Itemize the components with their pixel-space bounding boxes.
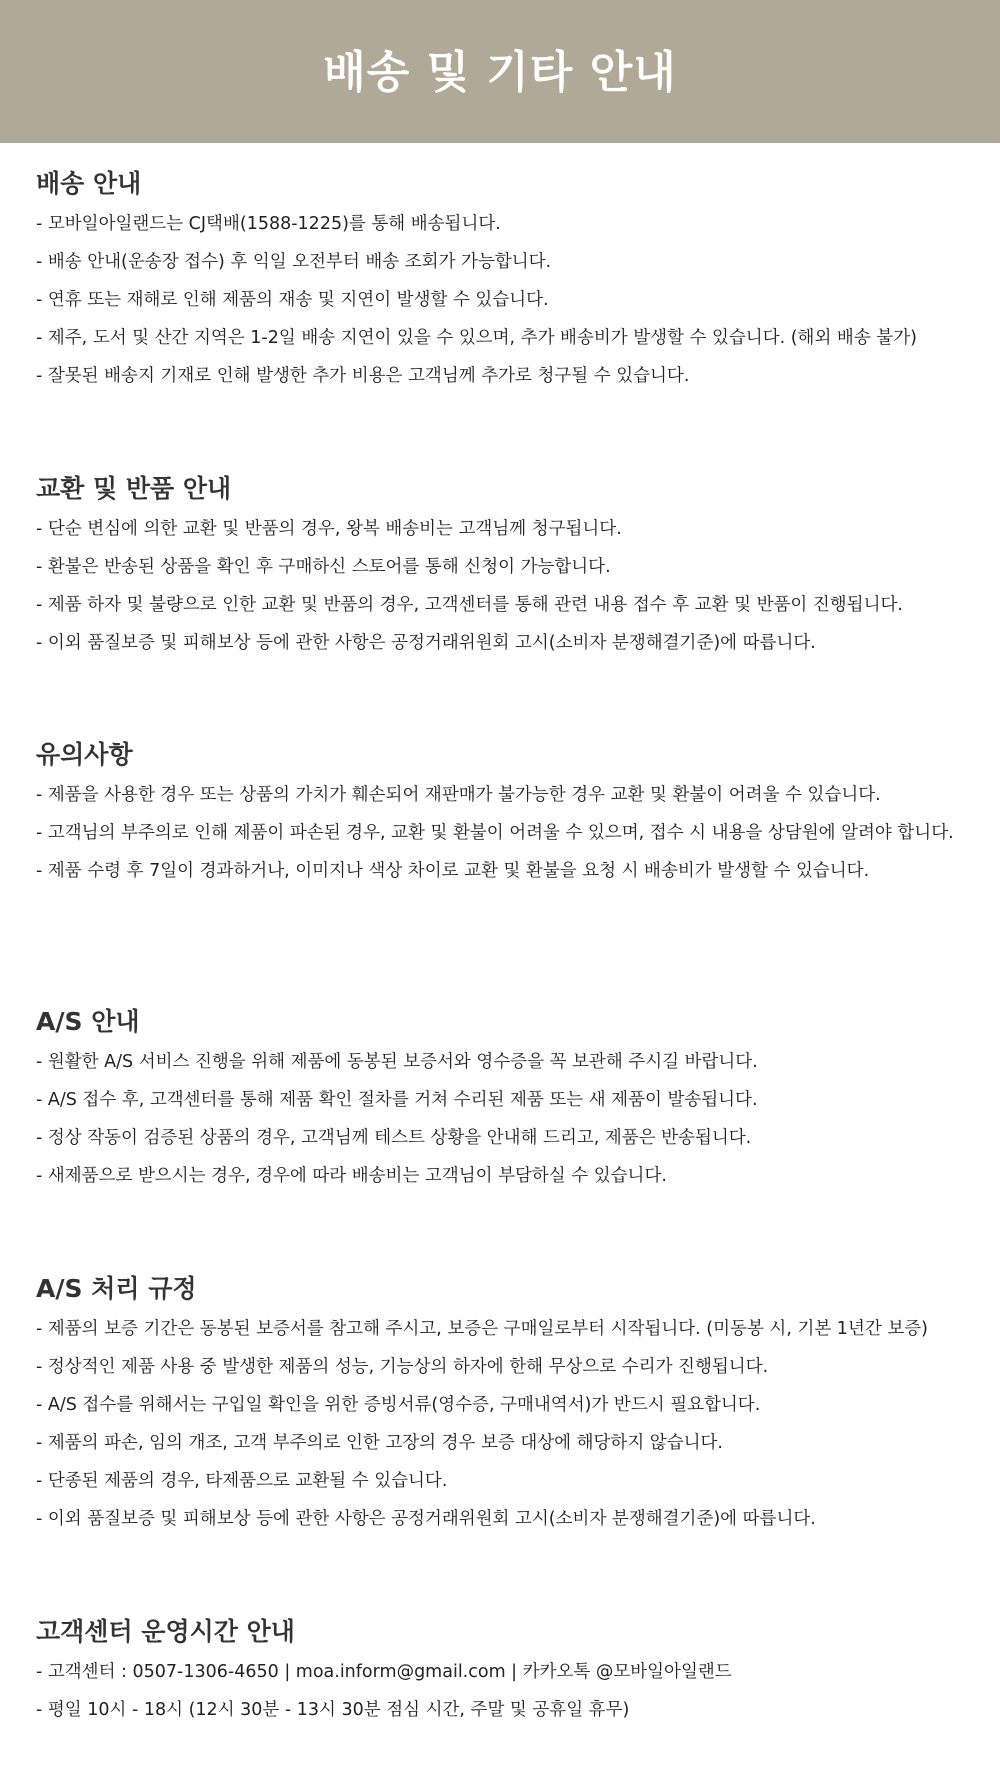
section-title: A/S 처리 규정 (36, 1274, 197, 1303)
section-shipping (36, 163, 990, 395)
section-line: - A/S 접수를 위해서는 구입일 확인을 위한 증빙서류(영수증, 구매내역서)가 반드시 필요합니다. (36, 1395, 761, 1415)
section-line: - 모바일아일랜드는 CJ택배(1588-1225)를 통해 배송됩니다. (36, 214, 501, 234)
section-line: - 제품 하자 및 불량으로 인한 교환 및 반품의 경우, 고객센터를 통해 관련 내용 접수 후 교환 및 반품이 진행됩니다. (36, 595, 903, 615)
section-title: 교환 및 반품 안내 (36, 474, 232, 503)
section-line: - 고객님의 부주의로 인해 제품이 파손된 경우, 교환 및 환불이 어려울 수 있으며, 접수 시 내용을 상담원에 알려야 합니다. (36, 823, 954, 843)
page-header (0, 0, 1000, 143)
section-line: - 정상 작동이 검증된 상품의 경우, 고객님께 테스트 상황을 안내해 드리고, 제품은 반송됩니다. (36, 1128, 752, 1148)
section-line: - 단순 변심에 의한 교환 및 반품의 경우, 왕복 배송비는 고객님께 청구됩니다. (36, 519, 622, 539)
section-as-policy (36, 1268, 990, 1538)
section-line: - 환불은 반송된 상품을 확인 후 구매하신 스토어를 통해 신청이 가능합니다. (36, 557, 611, 577)
section-line: - 제주, 도서 및 산간 지역은 1-2일 배송 지연이 있을 수 있으며, 추가 배송비가 발생할 수 있습니다. (해외 배송 불가) (36, 328, 917, 348)
section-line: - 정상적인 제품 사용 중 발생한 제품의 성능, 기능상의 하자에 한해 무상으로 수리가 진행됩니다. (36, 1357, 769, 1377)
section-line: - 이외 품질보증 및 피해보상 등에 관한 사항은 공정거래위원회 고시(소비자 분쟁해결기준)에 따릅니다. (36, 1509, 816, 1529)
section-line: - 단종된 제품의 경우, 타제품으로 교환될 수 있습니다. (36, 1471, 448, 1491)
section-line: - 제품의 보증 기간은 동봉된 보증서를 참고해 주시고, 보증은 구매일로부터 시작됩니다. (미동봉 시, 기본 1년간 보증) (36, 1319, 928, 1339)
section-lines (36, 510, 990, 662)
section-line: - 평일 10시 - 18시 (12시 30분 - 13시 30분 점심 시간, 주말 및 공휴일 휴무) (36, 1700, 630, 1720)
section-line: - 제품의 파손, 임의 개조, 고객 부주의로 인한 고장의 경우 보증 대상에 해당하지 않습니다. (36, 1433, 723, 1453)
section-line: - 제품 수령 후 7일이 경과하거나, 이미지나 색상 차이로 교환 및 환불을 요청 시 배송비가 발생할 수 있습니다. (36, 861, 870, 881)
section-exchange-return (36, 468, 990, 662)
section-line: - 원활한 A/S 서비스 진행을 위해 제품에 동봉된 보증서와 영수증을 꼭 보관해 주시길 바랍니다. (36, 1052, 758, 1072)
section-lines (36, 1653, 990, 1729)
section-title: 고객센터 운영시간 안내 (36, 1617, 295, 1646)
section-line: - 잘못된 배송지 기재로 인해 발생한 추가 비용은 고객님께 추가로 청구될 수 있습니다. (36, 366, 690, 386)
section-as-info (36, 1001, 990, 1195)
section-customer-center (36, 1611, 990, 1729)
section-title: A/S 안내 (36, 1007, 140, 1036)
section-lines (36, 1043, 990, 1195)
section-line: - 배송 안내(운송장 접수) 후 익일 오전부터 배송 조회가 가능합니다. (36, 252, 552, 272)
section-line: - 제품을 사용한 경우 또는 상품의 가치가 훼손되어 재판매가 불가능한 경우 교환 및 환불이 어려울 수 있습니다. (36, 785, 881, 805)
section-lines (36, 1310, 990, 1538)
section-line: - 이외 품질보증 및 피해보상 등에 관한 사항은 공정거래위원회 고시(소비자 분쟁해결기준)에 따릅니다. (36, 633, 816, 653)
page-title: 배송 및 기타 안내 (323, 46, 677, 98)
section-lines (36, 205, 990, 395)
section-title: 배송 안내 (36, 169, 142, 198)
section-line: - 새제품으로 받으시는 경우, 경우에 따라 배송비는 고객님이 부담하실 수 있습니다. (36, 1166, 667, 1186)
section-title: 유의사항 (36, 740, 133, 769)
section-line: - 연휴 또는 재해로 인해 제품의 재송 및 지연이 발생할 수 있습니다. (36, 290, 549, 310)
section-notes (36, 734, 990, 890)
section-lines (36, 776, 990, 890)
section-line: - A/S 접수 후, 고객센터를 통해 제품 확인 절차를 거쳐 수리된 제품 또는 새 제품이 발송됩니다. (36, 1090, 758, 1110)
section-line: - 고객센터 : 0507-1306-4650 | moa.inform@gmail.com | 카카오톡 @모바일아일랜드 (36, 1662, 732, 1682)
